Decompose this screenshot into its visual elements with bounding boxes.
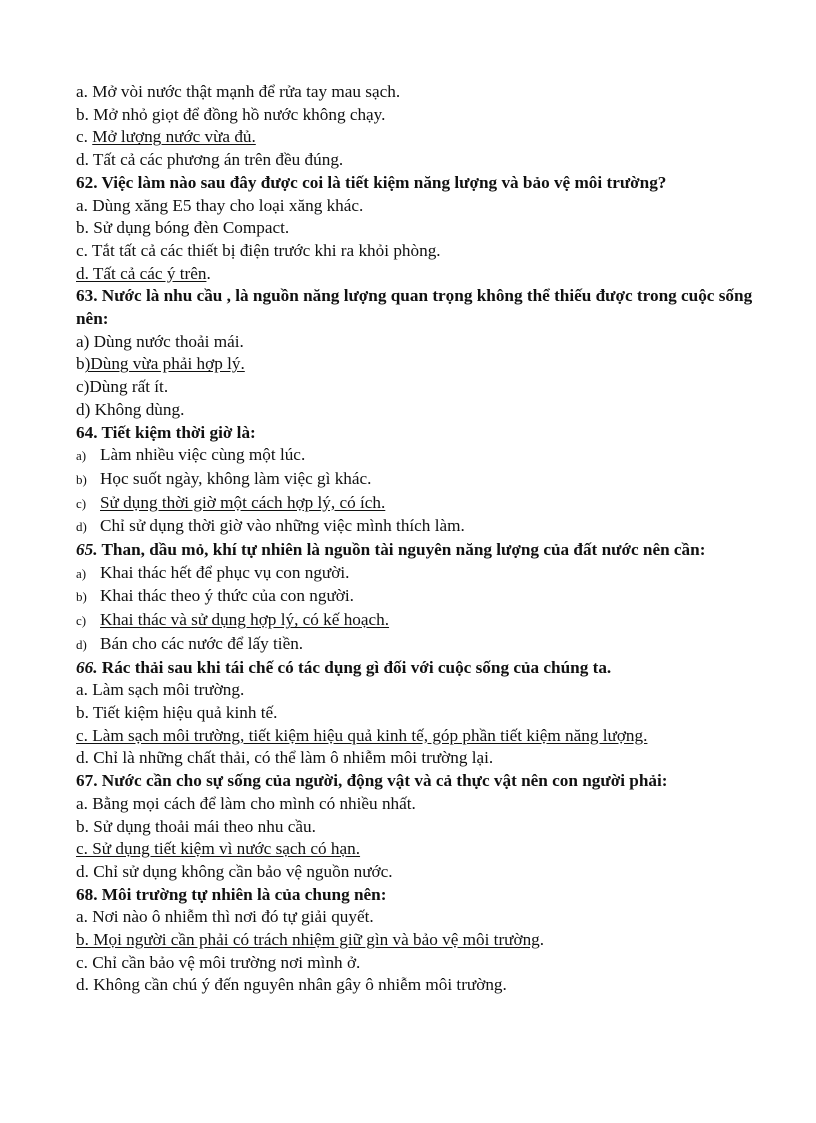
question-list [76,81,756,997]
q65-option-c-label: c) [76,613,87,629]
q61-option-a: a. Mở vòi nước thật mạnh để rửa tay mau sạch. [76,82,401,101]
q65-option-c-answer: Khai thác và sử dụng hợp lý, có kế hoạch. [100,610,390,630]
q66-number: 66. [76,657,98,677]
q61-option-d: d. Tất cả các phương án trên đều đúng. [76,150,344,170]
q67-option-c-answer: c. Sử dụng tiết kiệm vì nước sạch có hạn. [76,839,361,859]
q66-option-d: d. Chỉ là những chất thải, có thể làm ô nhiễm môi trường lại. [76,748,494,768]
q63-option-b [76,353,756,376]
q65-option-b [76,585,756,609]
q64-option-d [76,515,756,539]
q65-option-b-label: b) [76,589,87,605]
q65-number: 65. [76,540,98,560]
q64-option-b-label: b) [76,471,87,487]
q64-option-b [76,468,756,492]
q68-option-a: a. Nơi nào ô nhiễm thì nơi đó tự giải quyết. [76,907,374,927]
q67-question: 67. Nước cần cho sự sống của người, động vật và cả thực vật nên con người phải: [76,771,668,791]
q67-option-d: d. Chỉ sử dụng không cần bảo vệ nguồn nước. [76,861,393,881]
q65-option-d [76,633,756,657]
q61-option-b: b. Mở nhỏ giọt để đồng hồ nước không chạy. [76,104,386,124]
q68-option-b-answer: b. Mọi người cần phải có trách nhiệm giữ gìn và bảo vệ môi trường [76,930,540,950]
q68-option-b [76,929,756,952]
q61-option-c [76,126,756,149]
q68-option-d: d. Không cần chú ý đến nguyên nhân gây ô nhiễm môi trường. [76,975,507,995]
q64-option-a-label: a) [76,448,87,464]
q65-option-a-label: a) [76,565,87,581]
q67-option-b: b. Sử dụng thoải mái theo nhu cầu. [76,816,316,836]
q66-option-b: b. Tiết kiệm hiệu quả kinh tế. [76,702,278,722]
q63-option-b-answer: )Dùng vừa phải hợp lý. [84,354,245,374]
q62-option-b: b. Sử dụng bóng đèn Compact. [76,218,290,238]
q63-option-b-prefix: b [76,354,85,374]
q61-option-c-prefix: c. [76,127,93,147]
q66-question [76,657,756,680]
q66-question-text: Rác thải sau khi tái chế có tác dụng gì đối với cuộc sống của chúng ta. [97,657,612,677]
q62-question: 62. Việc làm nào sau đây được coi là tiết kiệm năng lượng và bảo vệ môi trường? [76,172,667,192]
q65-option-d-label: d) [76,636,87,652]
q64-option-d-label: d) [76,519,87,535]
q64-option-c-label: c) [76,495,87,511]
q63-option-d: d) Không dùng. [76,399,185,419]
q65-option-d-text: Bán cho các nước để lấy tiền. [100,633,304,653]
q63-question: 63. Nước là nhu cầu , là nguồn năng lượng quan trọng không thể thiếu được trong cuộc sống nên: [76,286,753,329]
q62-option-d-suffix: . [206,263,211,283]
q64-option-d-text: Chỉ sử dụng thời giờ vào những việc mình thích làm. [100,516,465,536]
q62-option-a: a. Dùng xăng E5 thay cho loại xăng khác. [76,195,364,215]
q62-option-d [76,263,756,286]
q64-question: 64. Tiết kiệm thời giờ là: [76,422,256,442]
q68-option-b-suffix: . [539,930,545,950]
q64-option-c-answer: Sử dụng thời giờ một cách hợp lý, có ích. [100,492,386,512]
q65-question [76,539,756,562]
q65-option-c [76,609,756,633]
q64-option-a [76,444,756,468]
q65-question-text: Than, dầu mỏ, khí tự nhiên là nguồn tài nguyên năng lượng của đất nước nên cần: [97,540,706,560]
q68-question: 68. Môi trường tự nhiên là của chung nên: [76,884,387,904]
q66-option-a: a. Làm sạch môi trường. [76,680,245,700]
q62-option-c: c. Tắt tất cả các thiết bị điện trước khi ra khỏi phòng. [76,240,441,260]
q68-option-c: c. Chỉ cần bảo vệ môi trường nơi mình ở. [76,952,361,972]
q61-option-c-answer: Mở lượng nước vừa đủ. [92,127,256,147]
q63-option-c: c)Dùng rất ít. [76,377,169,397]
q66-option-c-answer: c. Làm sạch môi trường, tiết kiệm hiệu quả kinh tế, góp phần tiết kiệm năng lượng. [76,725,648,745]
q65-option-a-text: Khai thác hết để phục vụ con người. [100,562,350,582]
q63-option-a: a) Dùng nước thoải mái. [76,331,244,351]
q64-option-c [76,492,756,516]
q62-option-d-answer: d. Tất cả các ý trên [76,263,207,283]
q67-option-a: a. Bằng mọi cách để làm cho mình có nhiều nhất. [76,793,416,813]
q64-option-a-text: Làm nhiều việc cùng một lúc. [100,445,306,465]
q65-option-b-text: Khai thác theo ý thức của con người. [100,586,354,606]
q64-option-b-text: Học suốt ngày, không làm việc gì khác. [100,468,372,488]
q65-option-a [76,562,756,586]
